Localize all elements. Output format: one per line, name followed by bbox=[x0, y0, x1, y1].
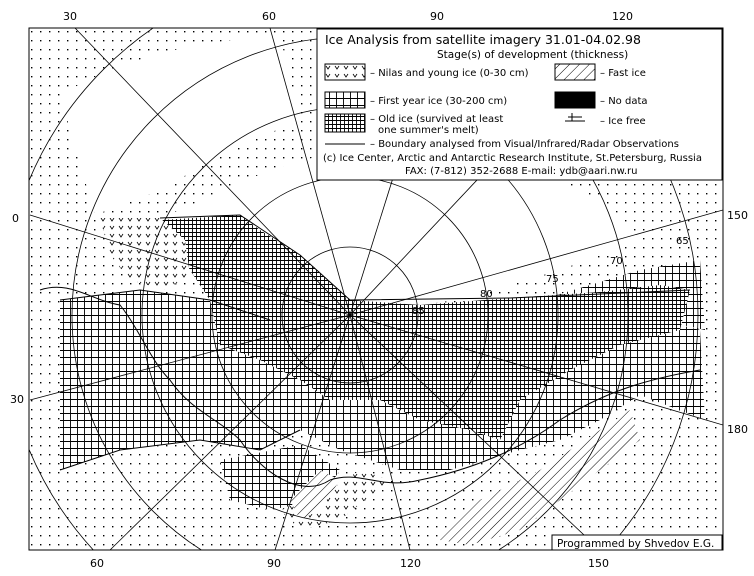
lon-right-150: 150 bbox=[727, 209, 748, 222]
lon-left-0: 0 bbox=[12, 212, 19, 225]
lat-label-70: 70 bbox=[610, 256, 623, 267]
lon-bottom-120: 120 bbox=[400, 557, 421, 570]
legend-item-no-data: – No data bbox=[600, 96, 648, 107]
lat-label-75: 75 bbox=[546, 274, 559, 285]
legend-copyright: (c) Ice Center, Arctic and Antarctic Research Institute, St.Petersburg, Russia bbox=[323, 153, 702, 164]
lon-top-60: 60 bbox=[262, 10, 276, 23]
legend-contact: FAX: (7-812) 352-2688 E-mail: ydb@aari.nw.ru bbox=[405, 166, 638, 177]
legend-boundary-label: – Boundary analysed from Visual/Infrared/Radar Observations bbox=[370, 139, 679, 150]
legend-item-old-ice-line2: one summer's melt) bbox=[378, 125, 479, 136]
legend-item-ice-free: – Ice free bbox=[600, 116, 646, 127]
credit-text: Programmed by Shvedov E.G. bbox=[557, 538, 715, 550]
credit-box bbox=[552, 535, 722, 550]
legend-item-old-ice: – Old ice (survived at least bbox=[370, 114, 504, 125]
lon-bottom-90: 90 bbox=[267, 557, 281, 570]
lon-bottom-60: 60 bbox=[90, 557, 104, 570]
lon-top-90: 90 bbox=[430, 10, 444, 23]
lat-label-80: 80 bbox=[480, 289, 493, 300]
legend-item-young-ice: – Nilas and young ice (0-30 cm) bbox=[370, 68, 529, 79]
swatch-fast-ice bbox=[555, 64, 595, 80]
swatch-young-ice bbox=[325, 64, 365, 80]
lon-top-30: 30 bbox=[63, 10, 77, 23]
swatch-old-ice bbox=[325, 114, 365, 132]
lon-left-30: 30 bbox=[10, 393, 24, 406]
legend-item-fast-ice: – Fast ice bbox=[600, 68, 646, 79]
swatch-no-data bbox=[555, 92, 595, 108]
lat-label-85: 85 bbox=[412, 306, 425, 317]
legend-subtitle: Stage(s) of development (thickness) bbox=[437, 49, 629, 61]
lon-bottom-150: 150 bbox=[588, 557, 609, 570]
legend bbox=[317, 29, 722, 180]
lon-right-180: 180 bbox=[727, 423, 748, 436]
lat-label-65: 65 bbox=[676, 236, 689, 247]
lon-top-120: 120 bbox=[612, 10, 633, 23]
legend-title: Ice Analysis from satellite imagery 31.01-04.02.98 bbox=[325, 32, 641, 47]
legend-item-first-year-ice: – First year ice (30-200 cm) bbox=[370, 96, 508, 107]
swatch-first-year-ice bbox=[325, 92, 365, 108]
